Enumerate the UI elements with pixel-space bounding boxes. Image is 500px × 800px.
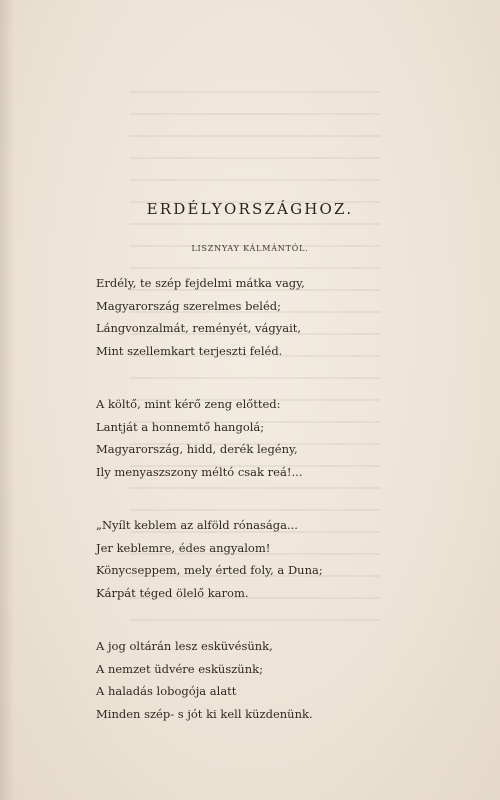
spine-shadow <box>0 0 14 800</box>
poem-line: A költő, mint kérő zeng előtted: <box>96 397 281 411</box>
poem-line: Ily menyaszszony méltó csak reá!... <box>96 464 303 479</box>
poem-body <box>96 272 426 756</box>
poem-line: Kárpát téged ölelő karom. <box>96 585 249 600</box>
poem-line: A haladás lobogója alatt <box>96 684 237 698</box>
stanza-3 <box>96 514 426 604</box>
poem-line: Magyarország, hidd, derék legény, <box>96 442 298 456</box>
poem-line: A jog oltárán lesz esküvésünk, <box>96 639 273 653</box>
poem-line: Lantját a honnemtő hangolá; <box>96 419 265 434</box>
poem-title: ERDÉLYORSZÁGHOZ. <box>146 200 354 218</box>
poem-line: „Nyílt keblem az alföld rónasága... <box>96 518 298 532</box>
poem-line: Jer keblemre, édes angyalom! <box>96 540 271 555</box>
poem-line: A nemzet üdvére esküszünk; <box>96 661 263 676</box>
poem-line: Könycseppem, mely érted foly, a Duna; <box>96 563 323 577</box>
stanza-2 <box>96 393 426 483</box>
poem-line: Mint szellemkart terjeszti feléd. <box>96 343 283 358</box>
stanza-4 <box>96 635 426 725</box>
poem-line: Minden szép- s jót ki kell küzdenünk. <box>96 706 313 721</box>
poem-line: Lángvonzalmát, reményét, vágyait, <box>96 321 302 335</box>
poem-author: LISZNYAY KÁLMÁNTÓL. <box>191 244 309 253</box>
stanza-1 <box>96 272 426 362</box>
poem-line: Erdély, te szép fejdelmi mátka vagy, <box>96 276 305 290</box>
poem-line: Magyarország szerelmes beléd; <box>96 298 281 313</box>
